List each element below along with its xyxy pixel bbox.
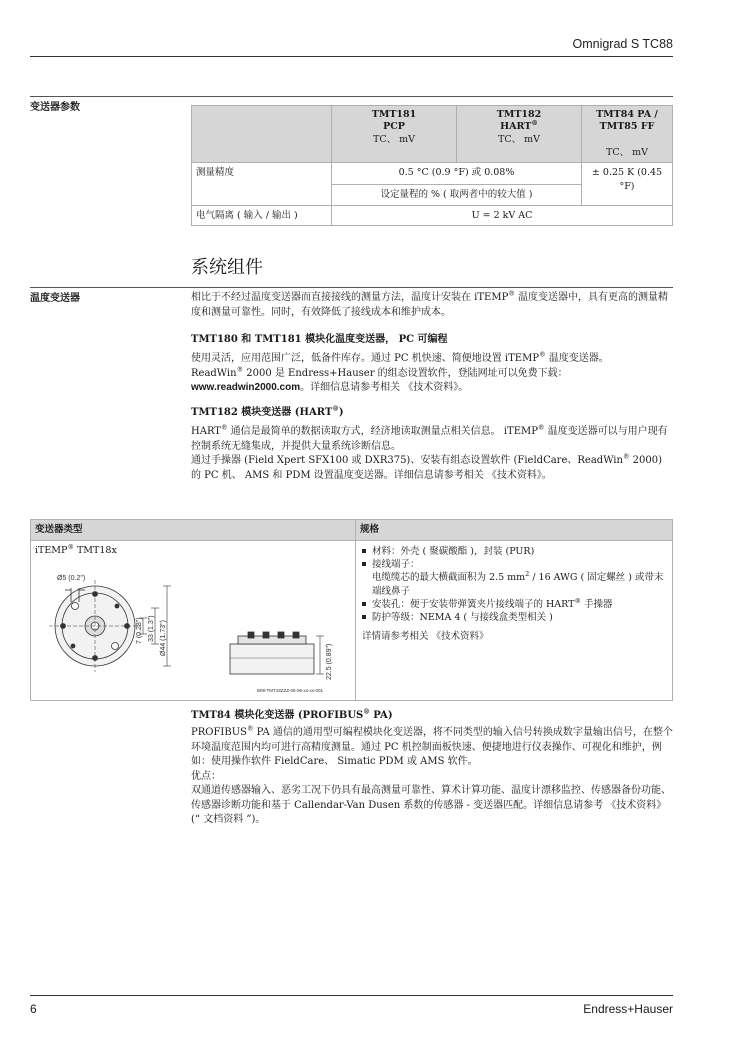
col-header-spec: 规格 <box>356 520 673 541</box>
col-header-tmt181: TMT181 PCP TC、 mV <box>332 106 457 163</box>
spec-material: 材料：外壳 ( 聚碳酸酯 )，封装 (PUR) <box>362 545 666 558</box>
transmitter-params-table <box>191 105 673 226</box>
side-label-transmitter-params: 变送器参数 <box>30 102 80 113</box>
accuracy-value-tmt84: ± 0.25 K (0.45 °F) <box>582 163 673 206</box>
tmt18x-side-view <box>230 632 324 674</box>
footer-divider <box>30 995 673 996</box>
col-header-type: 变送器类型 <box>31 520 356 541</box>
tmt180-description: 使用灵活，应用范围广泛，低备件库存。通过 PC 机快速、简便地设置 iTEMP® 温度变送器。 ReadWin® 2000 是 Endress+Hauser 的组态设置软件，登陆网址可以免费下载： www.readwin2000.com。详细信息请参考相关 《技术资料》。 <box>191 350 609 393</box>
spec-terminals: 接线端子： 电缆缆芯的最大横截面积为 2.5 $mm^2 / 16$ AWG ( 固定螺丝 ) 或带末端线鼻子 <box>362 558 666 598</box>
dim-44-label: Ø44 (1.73") <box>160 619 167 656</box>
dim-33-label: 33 (1.3") <box>148 614 155 642</box>
row-label-isolation: 电气隔离 ( 输入 / 输出 ) <box>192 205 332 226</box>
col-header-tmt182: TMT182 HART® TC、 mV <box>457 106 582 163</box>
header-divider <box>30 56 673 57</box>
tmt182-description: HART® 通信是最简单的数据读取方式，经济地读取测量点相关信息。 iTEMP® 温度变送器可以与用户现有控制系统无缝集成，并提供大量系统诊断信息。 通过手操器 (Field Xpert SFX100 或 DXR375)、安装有组态设置软件 (FieldCare、ReadWin® 2000) 的 PC 机、 AMS 和 PDM 设置温度变送器。详细信息请参考相关 《技术资料》。 <box>191 423 668 481</box>
isolation-value: U = 2 kV AC <box>332 205 673 226</box>
dim-7-label: 7 (0.28") <box>136 616 143 644</box>
section-title: 系统组件 <box>191 257 263 278</box>
row-label-accuracy: 测量精度 <box>192 163 332 206</box>
component-table <box>30 519 673 701</box>
header-product-name: Omnigrad S TC88 <box>572 37 673 51</box>
page-number: 6 <box>30 1002 37 1016</box>
spec-mounting-hole: 安装孔：便于安装带弹簧夹片接线端子的 HART® 手操器 <box>362 598 666 611</box>
spec-cell <box>356 540 673 700</box>
dim-22-label: 22.5 (0.89") <box>326 643 333 680</box>
spec-footnote: 详情请参考相关 《技术资料》 <box>362 630 489 642</box>
tmt18x-top-view <box>49 580 141 672</box>
readwin-link[interactable]: www.readwin2000.com <box>191 382 301 393</box>
tmt18x-drawing <box>35 558 351 698</box>
temp-transmitter-intro: 相比于不经过温度变送器而直接接线的测量方法，温度计安装在 iTEMP® 温度变送器中，具有更高的测量精度和测量可靠性。同时，有效降低了接线成本和维护成本。 <box>191 289 669 318</box>
type-name: iTEMP® TMT18x <box>35 542 117 556</box>
tmt84-description: PROFIBUS® PA 通信的通用型可编程模块化变送器，将不同类型的输入信号转换成数字量输出信号，在整个环境温度范围内均可进行高精度测量。通过 PC 机控制面板快速、便捷地进行仪表操作、可视化和维护，例如：使用操作软件 FieldCare、 Simatic PDM 或 AMS 软件。 优点： 双通道传感器输入、恶劣工况下仍具有最高测量可靠性、算术计算功能、温度计漂移监控、传感器备份功能、传感器诊断功能和基于 Callendar-Van Dusen 系数的传感器 - 变送器匹配。详细信息请参考 《技术资料》(“ 文档资料 ”)。 <box>191 724 673 825</box>
heading-tmt180: TMT180 和 TMT181 模块化温度变送器， PC 可编程 <box>191 334 448 345</box>
section-divider-params <box>30 96 673 97</box>
spec-list <box>362 545 666 625</box>
row-accuracy <box>192 163 673 206</box>
side-label-temp-transmitter: 温度变送器 <box>30 293 80 304</box>
accuracy-value-tmt18x: 0.5 °C (0.9 °F) 或 0.08% 设定量程的 % ( 取两者中的较大值 ) <box>332 163 582 206</box>
col-header-tmt84-tmt85: TMT84 PA / TMT85 FF TC、 mV <box>582 106 673 163</box>
tmt18x-dimension-drawing <box>35 558 351 698</box>
drawing-code: B09-TMT18ZZZ-06-06-xx-xx-001 <box>257 687 324 693</box>
row-isolation <box>192 205 673 226</box>
heading-tmt84: TMT84 模块化变送器 (PROFIBUS® PA) <box>191 707 393 721</box>
spec-protection: 防护等级：NEMA 4 ( 与接线盒类型相关 ) <box>362 611 666 624</box>
type-cell <box>31 540 356 700</box>
section-divider-temp <box>30 287 673 288</box>
footer-brand: Endress+Hauser <box>583 1002 673 1016</box>
dim-hole-label: Ø5 (0.2") <box>57 574 86 582</box>
heading-tmt182: TMT182 模块变送器 (HART®) <box>191 404 344 418</box>
